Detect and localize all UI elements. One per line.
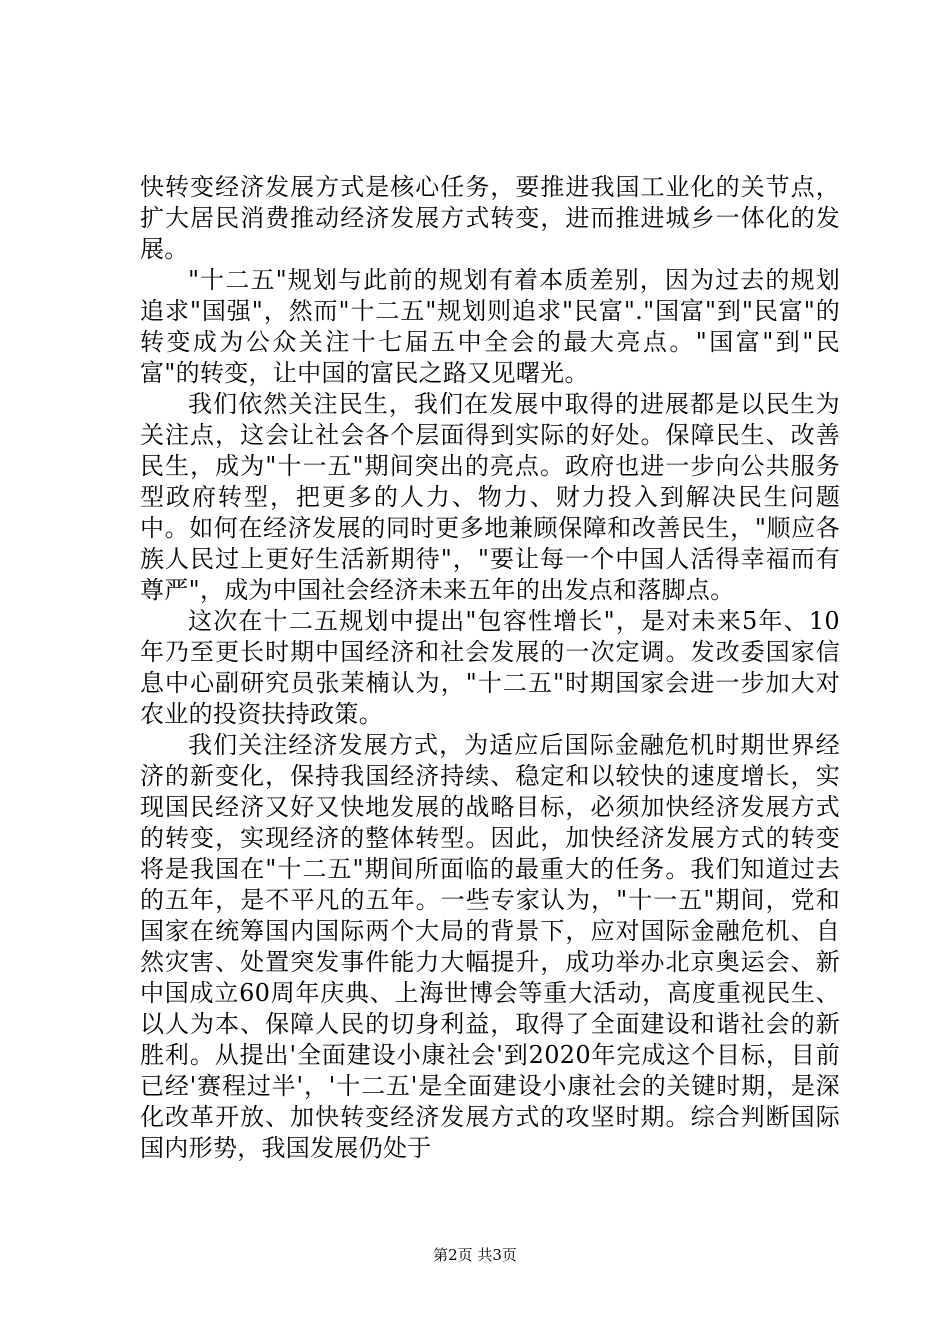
paragraph-2: "十二五"规划与此前的规划有着本质差别，因为过去的规划追求"国强"，然而"十二五"规划则追求"民富"."国富"到"民富"的转变成为公众关注十七届五中全会的最大亮点。"国富"到"民富"的转变，让中国的富民之路又见曙光。 bbox=[140, 266, 840, 387]
page-footer: 第2页 共3页 bbox=[433, 1246, 517, 1264]
paragraph-4: 这次在十二五规划中提出"包容性增长"，是对未来5年、10年乃至更长时期中国经济和社会发展的一次定调。发改委国家信息中心副研究员张茉楠认为，"十二五"时期国家会进一步加大对农业的投资扶持政策。 bbox=[140, 607, 840, 728]
paragraph-5: 我们关注经济发展方式，为适应后国际金融危机时期世界经济的新变化，保持我国经济持续、稳定和以较快的速度增长，实现国民经济又好又快地发展的战略目标，必须加快经济发展方式的转变，实现经济的整体转型。因此，加快经济发展方式的转变将是我国在"十二五"期间所面临的最重大的任务。我们知道过去的五年，是不平凡的五年。一些专家认为，"十一五"期间，党和国家在统筹国内国际两个大局的背景下，应对国际金融危机、自然灾害、处置突发事件能力大幅提升，成功举办北京奥运会、新中国成立60周年庆典、上海世博会等重大活动，高度重视民生、以人为本、保障人民的切身利益，取得了全面建设和谐社会的新胜利。从提出'全面建设小康社会'到2020年完成这个目标，目前已经'赛程过半'，'十二五'是全面建设小康社会的关键时期，是深化改革开放、加快转变经济发展方式的攻坚时期。综合判断国际国内形势，我国发展仍处于 bbox=[140, 731, 840, 1162]
paragraph-1: 快转变经济发展方式是核心任务，要推进我国工业化的关节点，扩大居民消费推动经济发展方式转变，进而推进城乡一体化的发展。 bbox=[140, 173, 840, 263]
paragraph-3: 我们依然关注民生，我们在发展中取得的进展都是以民生为关注点，这会让社会各个层面得到实际的好处。保障民生、改善民生，成为"十一五"期间突出的亮点。政府也进一步向公共服务型政府转型，把更多的人力、物力、财力投入到解决民生问题中。如何在经济发展的同时更多地兼顾保障和改善民生，"顺应各族人民过上更好生活新期待"，"要让每一个中国人活得幸福而有尊严"，成为中国社会经济未来五年的出发点和落脚点。 bbox=[140, 390, 840, 604]
document-body bbox=[140, 172, 840, 1164]
